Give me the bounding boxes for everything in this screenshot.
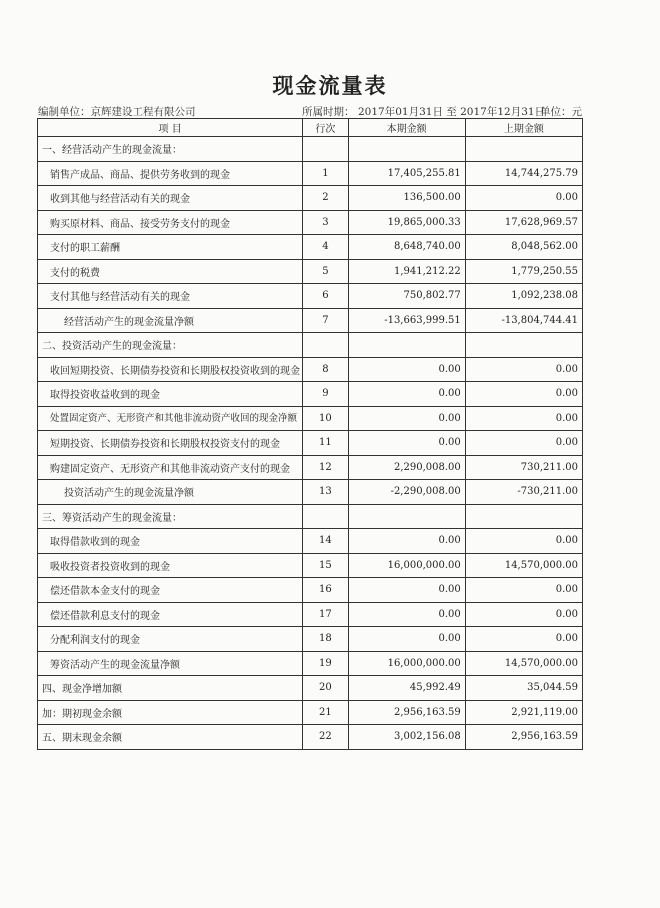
table-row bbox=[38, 651, 583, 676]
row-current-amount: 1,941,212.22 bbox=[348, 259, 465, 284]
row-line-number: 13 bbox=[303, 480, 348, 505]
row-item-label: 销售产成品、商品、提供劳务收到的现金 bbox=[38, 161, 303, 186]
row-item-label: 四、现金净增加额 bbox=[38, 676, 303, 701]
row-item-label: 取得借款收到的现金 bbox=[38, 529, 303, 554]
row-current-amount: -13,663,999.51 bbox=[348, 308, 465, 333]
row-current-amount: 0.00 bbox=[348, 357, 465, 382]
header-line-no: 行次 bbox=[303, 119, 348, 137]
row-item-label: 筹资活动产生的现金流量净额 bbox=[38, 651, 303, 676]
row-item-label: 支付的职工薪酬 bbox=[38, 235, 303, 260]
row-previous-amount: 17,628,969.57 bbox=[465, 210, 582, 235]
row-previous-amount: 0.00 bbox=[465, 602, 582, 627]
table-row bbox=[38, 504, 583, 529]
row-current-amount: 0.00 bbox=[348, 431, 465, 456]
period-range: 2017年01月31日 至 2017年12月31日 bbox=[358, 106, 546, 118]
row-current-amount: 19,865,000.33 bbox=[348, 210, 465, 235]
table-row bbox=[38, 725, 583, 750]
row-previous-amount: 0.00 bbox=[465, 357, 582, 382]
row-line-number: 12 bbox=[303, 455, 348, 480]
row-previous-amount: 14,744,275.79 bbox=[465, 161, 582, 186]
row-current-amount: 3,002,156.08 bbox=[348, 725, 465, 750]
row-previous-amount: 1,092,238.08 bbox=[465, 284, 582, 309]
row-previous-amount: 14,570,000.00 bbox=[465, 651, 582, 676]
row-line-number: 16 bbox=[303, 578, 348, 603]
cash-flow-table bbox=[37, 118, 583, 750]
table-row bbox=[38, 455, 583, 480]
row-previous-amount bbox=[465, 333, 582, 358]
table-row bbox=[38, 357, 583, 382]
row-line-number: 14 bbox=[303, 529, 348, 554]
table-row bbox=[38, 553, 583, 578]
row-line-number: 6 bbox=[303, 284, 348, 309]
row-item-label: 处置固定资产、无形资产和其他非流动资产收回的现金净额 bbox=[38, 406, 303, 431]
row-current-amount: 45,992.49 bbox=[348, 676, 465, 701]
row-item-label: 收回短期投资、长期债券投资和长期股权投资收到的现金 bbox=[38, 357, 303, 382]
row-line-number bbox=[303, 504, 348, 529]
row-current-amount: -2,290,008.00 bbox=[348, 480, 465, 505]
row-item-label: 取得投资收益收到的现金 bbox=[38, 382, 303, 407]
row-line-number bbox=[303, 137, 348, 162]
row-line-number: 19 bbox=[303, 651, 348, 676]
row-line-number: 21 bbox=[303, 700, 348, 725]
row-current-amount: 136,500.00 bbox=[348, 186, 465, 211]
row-previous-amount bbox=[465, 137, 582, 162]
row-previous-amount bbox=[465, 504, 582, 529]
row-item-label: 加：期初现金余额 bbox=[38, 700, 303, 725]
row-previous-amount: 0.00 bbox=[465, 627, 582, 652]
table-row bbox=[38, 627, 583, 652]
row-current-amount: 16,000,000.00 bbox=[348, 553, 465, 578]
row-previous-amount: 0.00 bbox=[465, 406, 582, 431]
table-header-row bbox=[38, 119, 583, 137]
row-line-number: 8 bbox=[303, 357, 348, 382]
table-row bbox=[38, 382, 583, 407]
table-row bbox=[38, 578, 583, 603]
row-current-amount: 0.00 bbox=[348, 382, 465, 407]
table-row bbox=[38, 333, 583, 358]
currency-unit: 单位：元 bbox=[540, 106, 582, 118]
row-line-number: 1 bbox=[303, 161, 348, 186]
row-previous-amount: 1,779,250.55 bbox=[465, 259, 582, 284]
row-line-number: 10 bbox=[303, 406, 348, 431]
row-line-number: 18 bbox=[303, 627, 348, 652]
row-previous-amount: 0.00 bbox=[465, 578, 582, 603]
period-label: 所属时期： bbox=[302, 106, 355, 118]
row-item-label: 偿还借款本金支付的现金 bbox=[38, 578, 303, 603]
row-current-amount: 0.00 bbox=[348, 578, 465, 603]
row-item-label: 支付的税费 bbox=[38, 259, 303, 284]
table-row bbox=[38, 308, 583, 333]
table-row bbox=[38, 161, 583, 186]
row-line-number: 9 bbox=[303, 382, 348, 407]
row-line-number: 7 bbox=[303, 308, 348, 333]
row-current-amount: 0.00 bbox=[348, 529, 465, 554]
row-item-label: 五、期末现金余额 bbox=[38, 725, 303, 750]
row-current-amount: 0.00 bbox=[348, 602, 465, 627]
row-line-number: 4 bbox=[303, 235, 348, 260]
header-previous-amount: 上期金额 bbox=[465, 119, 582, 137]
table-row bbox=[38, 480, 583, 505]
row-item-label: 支付其他与经营活动有关的现金 bbox=[38, 284, 303, 309]
table-row bbox=[38, 259, 583, 284]
row-item-label: 三、筹资活动产生的现金流量： bbox=[38, 504, 303, 529]
row-item-label: 一、经营活动产生的现金流量： bbox=[38, 137, 303, 162]
row-item-label: 投资活动产生的现金流量净额 bbox=[38, 480, 303, 505]
table-row bbox=[38, 676, 583, 701]
row-previous-amount: 0.00 bbox=[465, 431, 582, 456]
table-row bbox=[38, 137, 583, 162]
row-previous-amount: -13,804,744.41 bbox=[465, 308, 582, 333]
row-current-amount: 16,000,000.00 bbox=[348, 651, 465, 676]
row-line-number: 5 bbox=[303, 259, 348, 284]
row-previous-amount: 0.00 bbox=[465, 186, 582, 211]
header-current-amount: 本期金额 bbox=[348, 119, 465, 137]
table-row bbox=[38, 406, 583, 431]
row-previous-amount: 2,956,163.59 bbox=[465, 725, 582, 750]
row-line-number: 17 bbox=[303, 602, 348, 627]
row-line-number: 15 bbox=[303, 553, 348, 578]
row-current-amount: 17,405,255.81 bbox=[348, 161, 465, 186]
table-row bbox=[38, 235, 583, 260]
row-item-label: 收到其他与经营活动有关的现金 bbox=[38, 186, 303, 211]
row-previous-amount: 730,211.00 bbox=[465, 455, 582, 480]
row-item-label: 分配利润支付的现金 bbox=[38, 627, 303, 652]
table-row bbox=[38, 602, 583, 627]
row-previous-amount: 35,044.59 bbox=[465, 676, 582, 701]
company-name: 编制单位：京辉建设工程有限公司 bbox=[38, 106, 196, 118]
table-row bbox=[38, 186, 583, 211]
row-previous-amount: 0.00 bbox=[465, 382, 582, 407]
row-line-number: 22 bbox=[303, 725, 348, 750]
row-item-label: 短期投资、长期债券投资和长期股权投资支付的现金 bbox=[38, 431, 303, 456]
row-line-number: 20 bbox=[303, 676, 348, 701]
row-current-amount: 0.00 bbox=[348, 627, 465, 652]
table-row bbox=[38, 210, 583, 235]
row-current-amount: 8,648,740.00 bbox=[348, 235, 465, 260]
row-current-amount: 750,802.77 bbox=[348, 284, 465, 309]
table-row bbox=[38, 700, 583, 725]
table-row bbox=[38, 284, 583, 309]
row-previous-amount: 14,570,000.00 bbox=[465, 553, 582, 578]
row-item-label: 经营活动产生的现金流量净额 bbox=[38, 308, 303, 333]
row-previous-amount: 2,921,119.00 bbox=[465, 700, 582, 725]
table-row bbox=[38, 529, 583, 554]
row-previous-amount: 0.00 bbox=[465, 529, 582, 554]
header-item: 项 目 bbox=[38, 119, 303, 137]
row-item-label: 购建固定资产、无形资产和其他非流动资产支付的现金 bbox=[38, 455, 303, 480]
row-current-amount: 2,290,008.00 bbox=[348, 455, 465, 480]
row-item-label: 二、投资活动产生的现金流量： bbox=[38, 333, 303, 358]
row-line-number bbox=[303, 333, 348, 358]
row-line-number: 3 bbox=[303, 210, 348, 235]
row-current-amount: 2,956,163.59 bbox=[348, 700, 465, 725]
row-item-label: 偿还借款利息支付的现金 bbox=[38, 602, 303, 627]
row-line-number: 2 bbox=[303, 186, 348, 211]
row-current-amount bbox=[348, 333, 465, 358]
row-item-label: 购买原材料、商品、接受劳务支付的现金 bbox=[38, 210, 303, 235]
row-current-amount bbox=[348, 504, 465, 529]
row-previous-amount: -730,211.00 bbox=[465, 480, 582, 505]
document-title: 现金流量表 bbox=[272, 74, 388, 98]
row-previous-amount: 8,048,562.00 bbox=[465, 235, 582, 260]
table-row bbox=[38, 431, 583, 456]
row-line-number: 11 bbox=[303, 431, 348, 456]
row-item-label: 吸收投资者投资收到的现金 bbox=[38, 553, 303, 578]
row-current-amount: 0.00 bbox=[348, 406, 465, 431]
row-current-amount bbox=[348, 137, 465, 162]
